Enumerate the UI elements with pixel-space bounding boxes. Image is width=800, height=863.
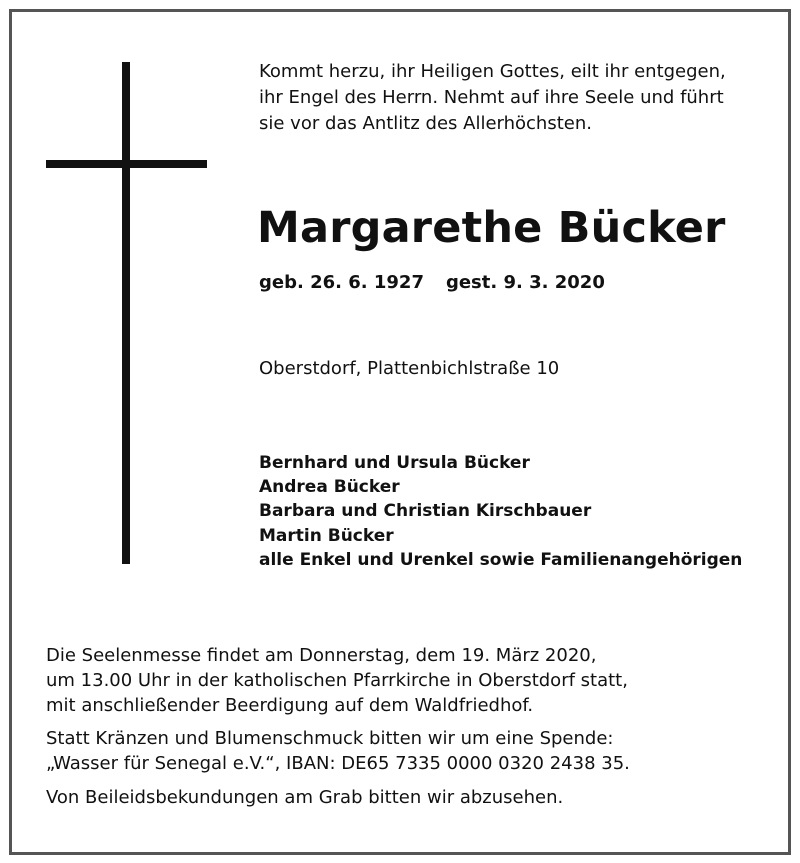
mourner-entry: Andrea Bücker: [259, 477, 400, 498]
mourners-list: [259, 451, 742, 572]
notice-line: Die Seelenmesse findet am Donnerstag, dem 19. März 2020,: [46, 645, 597, 666]
life-dates: [259, 270, 605, 296]
notice-line: „Wasser für Senegal e.V.“, IBAN: DE65 7335 0000 0320 2438 35.: [46, 753, 630, 774]
birth-date: geb. 26. 6. 1927: [259, 272, 424, 293]
deceased-name: Margarethe Bücker: [257, 203, 726, 253]
cross-horizontal-beam: [46, 160, 207, 168]
mourner-entry: Bernhard und Ursula Bücker: [259, 453, 530, 473]
notice-line: Statt Kränzen und Blumenschmuck bitten wir um eine Spende:: [46, 728, 614, 749]
verse-line: Kommt herzu, ihr Heiligen Gottes, eilt ihr entgegen,: [259, 61, 726, 82]
notice-line: um 13.00 Uhr in der katholischen Pfarrkirche in Oberstdorf statt,: [46, 670, 628, 691]
condolence-notice: Von Beileidsbekundungen am Grab bitten wir abzusehen.: [46, 787, 564, 808]
death-date: gest. 9. 3. 2020: [445, 272, 605, 293]
donation-notice: [46, 726, 630, 776]
cross-vertical-beam: [122, 62, 130, 564]
mourner-entry: Barbara und Christian Kirschbauer: [259, 501, 592, 522]
notice-line: mit anschließender Beerdigung auf dem Waldfriedhof.: [46, 695, 534, 716]
funeral-service-notice: [46, 643, 628, 718]
deceased-address: Oberstdorf, Plattenbichlstraße 10: [259, 358, 560, 379]
mourner-entry: Martin Bücker: [259, 525, 394, 546]
verse-line: sie vor das Antlitz des Allerhöchsten.: [259, 113, 592, 134]
verse-line: ihr Engel des Herrn. Nehmt auf ihre Seele und führt: [259, 87, 724, 108]
bible-verse: [259, 59, 764, 137]
mourner-entry: alle Enkel und Urenkel sowie Familienangehörigen: [259, 549, 743, 570]
